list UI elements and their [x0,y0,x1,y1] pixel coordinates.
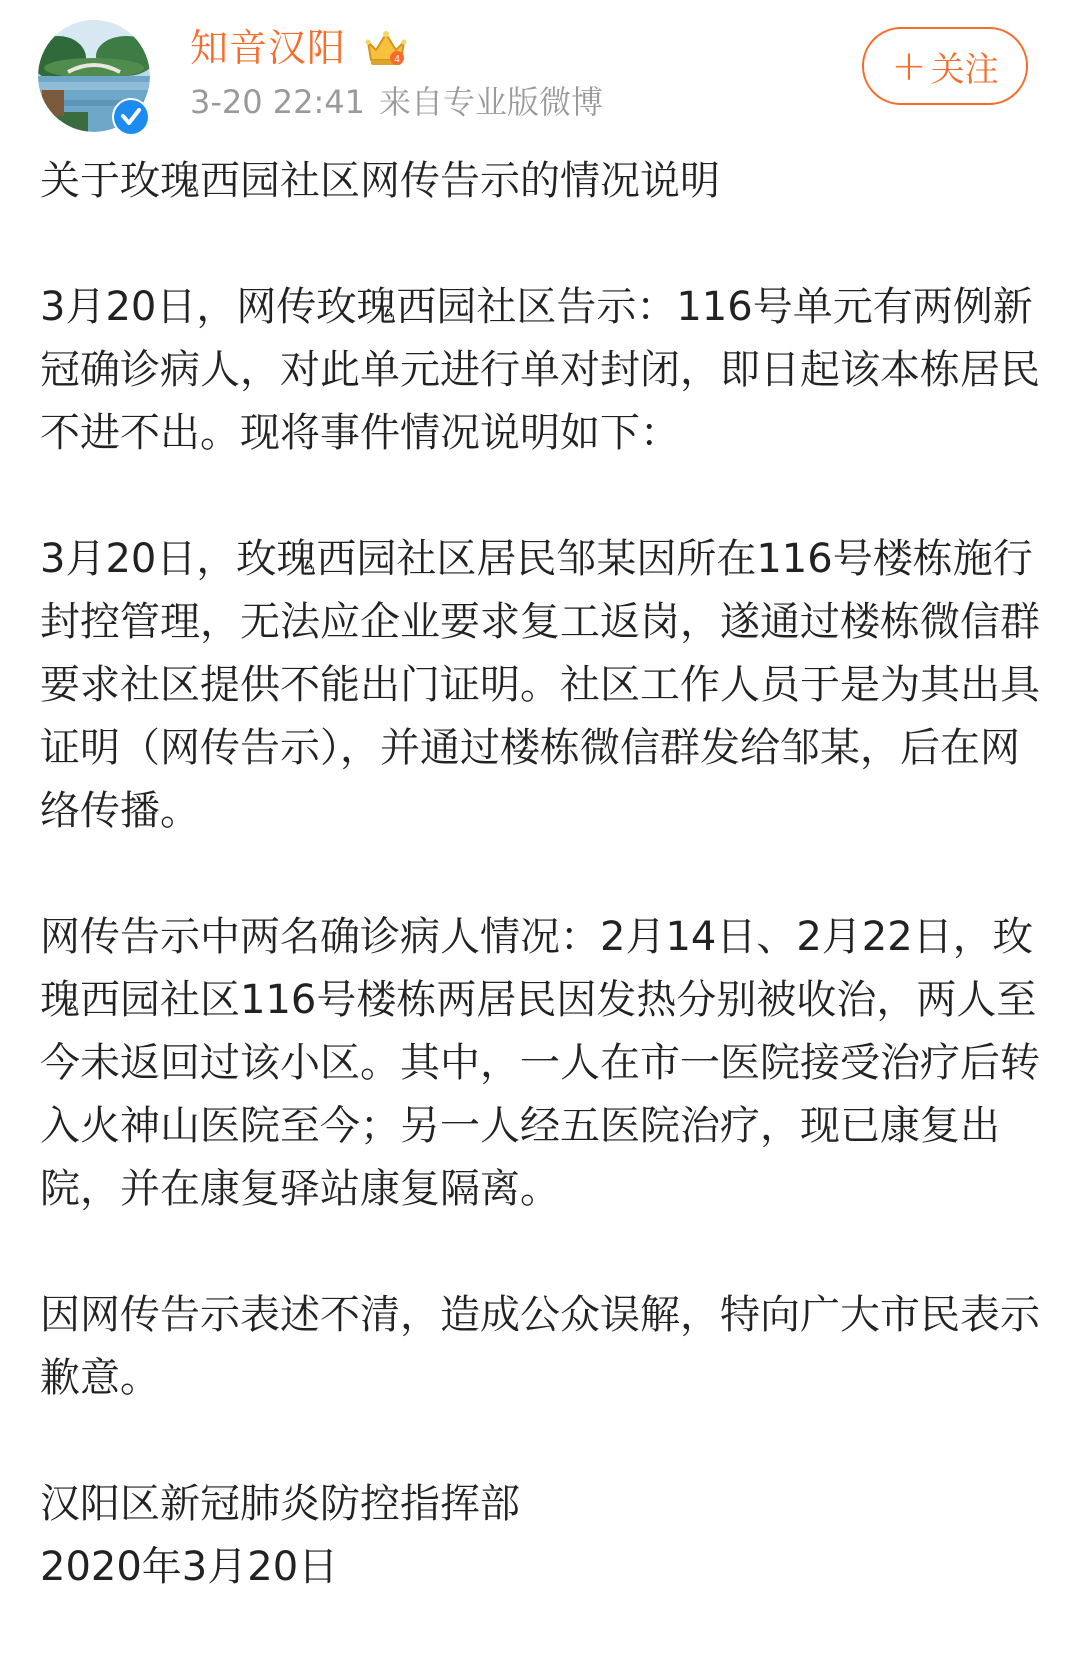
post-paragraph-3: 网传告示中两名确诊病人情况：2月14日、2月22日，玫瑰西园社区116号楼栋两居民因发热分别被收治，两人至今未返回过该小区。其中，一人在市一医院接受治疗后转入火神山医院至今；另一人经五医院治疗，现已康复出院，并在康复驿站康复隔离。 [40,914,1040,1212]
plus-icon: + [891,41,927,90]
post-date: 2020年3月20日 [40,1544,339,1590]
avatar[interactable] [38,20,150,132]
post-timestamp: 3-20 22:41 [190,83,366,121]
crown-membership-icon[interactable] [364,28,408,68]
paragraph-spacer [40,843,1040,906]
follow-label: 关注 [930,49,999,90]
follow-button[interactable] [862,27,1028,105]
post-meta [190,80,603,124]
username-row [190,20,408,76]
paragraph-spacer [40,465,1040,528]
post-signature: 汉阳区新冠肺炎防控指挥部 [40,1481,520,1527]
paragraph-spacer [40,1221,1040,1284]
post-source[interactable]: 来自专业版微博 [379,83,604,121]
post-title: 关于玫瑰西园社区网传告示的情况说明 [40,158,720,204]
verified-badge-icon [112,98,150,136]
post-header [0,0,1080,140]
post-paragraph-2: 3月20日，玫瑰西园社区居民邹某因所在116号楼栋施行封控管理，无法应企业要求复工返岗，遂通过楼栋微信群要求社区提供不能出门证明。社区工作人员于是为其出具证明（网传告示），并通过楼栋微信群发给邹某，后在网络传播。 [40,536,1040,834]
paragraph-spacer [40,1410,1040,1473]
post-paragraph-1: 3月20日，网传玫瑰西园社区告示：116号单元有两例新冠确诊病人，对此单元进行单对封闭，即日起该本栋居民不进不出。现将事件情况说明如下： [40,284,1040,456]
post-content [40,150,1040,1599]
paragraph-spacer [40,213,1040,276]
svg-text:4: 4 [394,54,400,65]
post-paragraph-4: 因网传告示表述不清，造成公众误解，特向广大市民表示歉意。 [40,1292,1040,1401]
username[interactable]: 知音汉阳 [190,26,347,70]
